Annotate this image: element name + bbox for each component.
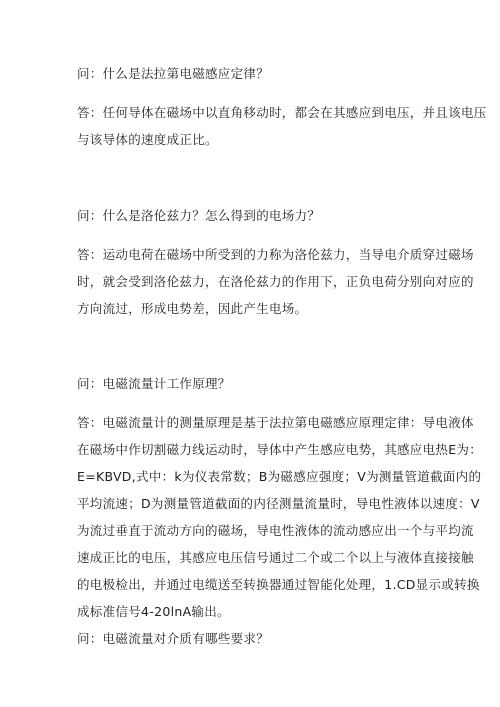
answer-3-line-7: 的电极检出，并通过电缆送至转换器通过智能化处理，1.CD显示或转换 (77, 577, 480, 592)
answer-3-line-1: 答：电磁流量计的测量原理是基于法拉第电磁感应原理定律：导电液体 (77, 415, 474, 430)
answer-1-line-2: 与该导体的速度成正比。 (77, 132, 218, 147)
answer-1-line-1: 答：任何导体在磁场中以直角移动时，都会在其感应到电压，并且该电压 (77, 105, 487, 120)
question-1: 问：什么是法拉第电磁感应定律？ (77, 66, 270, 81)
answer-2-line-1: 答：运动电荷在磁场中所受到的力称为洛伦兹力，当导电介质穿过磁场 (77, 247, 474, 262)
question-3: 问：电磁流量计工作原理？ (77, 376, 231, 391)
answer-3-line-3: E=KBVD,式中：k为仪表常数；B为磁感应强度；V为测量管道截面内的 (77, 469, 482, 484)
answer-3-line-8: 成标准信号4-20lnA输出。 (77, 604, 230, 619)
question-4: 问：电磁流量对介质有哪些要求？ (77, 631, 270, 646)
answer-3-line-4: 平均流速；D为测量管道截面的内径测量流量时，导电性液体以速度：V (77, 496, 480, 511)
answer-3-line-5: 为流过垂直于流动方向的磁场，导电性液体的流动感应出一个与平均流 (77, 523, 474, 538)
answer-3-line-6: 速成正比的电压，其感应电压信号通过二个或二个以上与液体直接接触 (77, 550, 474, 565)
answer-3-line-2: 在磁场中作切割磁力线运动时，导体中产生感应电势，其感应电热E为： (77, 442, 482, 457)
answer-2-line-3: 方向流过，形成电势差，因此产生电场。 (77, 301, 308, 316)
answer-2-line-2: 时，就会受到洛伦兹力，在洛伦兹力的作用下，正负电荷分别向对应的 (77, 274, 474, 289)
question-2: 问：什么是洛伦兹力？怎么得到的电场力？ (77, 208, 321, 223)
